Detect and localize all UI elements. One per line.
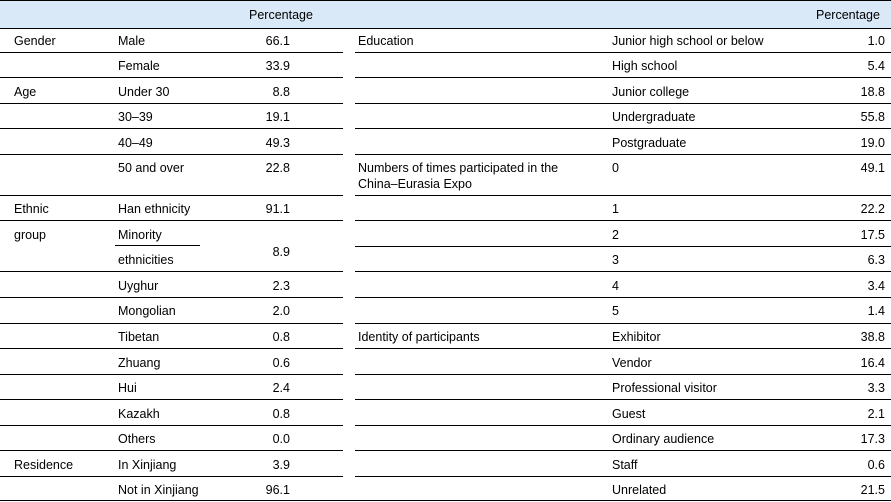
percentage-value: 0.8 [272, 330, 290, 344]
subcategory-label: Guest [612, 407, 646, 421]
subcategory-label: Kazakh [118, 407, 160, 421]
percentage-value: 49.3 [265, 136, 290, 150]
row-rule-left [0, 399, 343, 400]
row-rule-left [0, 220, 343, 221]
subcategory-label: 40–49 [118, 136, 153, 150]
row-rule-left [0, 271, 343, 272]
row-rule-left [0, 128, 343, 129]
percentage-value: 3.9 [272, 458, 290, 472]
subcategory-label: 1 [612, 202, 619, 216]
subcategory-label: Exhibitor [612, 330, 661, 344]
subcategory-label: In Xinjiang [118, 458, 177, 472]
subcategory-label: Zhuang [118, 356, 161, 370]
row-rule-left [0, 154, 343, 155]
percentage-value: 2.1 [867, 407, 885, 421]
percentage-value: 0.8 [272, 407, 290, 421]
percentage-value: 5.4 [867, 59, 885, 73]
row-rule-right [355, 220, 891, 221]
row-rule-left [0, 374, 343, 375]
percentage-value: 2.0 [272, 304, 290, 318]
row-rule-right [355, 103, 891, 104]
subcategory-label: Under 30 [118, 85, 170, 99]
category-label: Numbers of times participated in the [358, 161, 559, 175]
subcategory-label: Staff [612, 458, 638, 472]
subcategory-label: Vendor [612, 356, 652, 370]
subcategory-label: 30–39 [118, 110, 153, 124]
category-label: Education [358, 34, 414, 48]
percentage-value: 55.8 [860, 110, 885, 124]
header-percentage-left: Percentage [249, 8, 313, 22]
subcategory-label: Uyghur [118, 279, 159, 293]
subcategory-label: 5 [612, 304, 619, 318]
percentage-value: 96.1 [265, 483, 290, 497]
row-rule-left [0, 103, 343, 104]
row-rule-left [0, 323, 343, 324]
subcategory-label: Postgraduate [612, 136, 687, 150]
percentage-value: 3.4 [867, 279, 885, 293]
row-rule-right [355, 450, 891, 451]
category-label-cont: China–Eurasia Expo [358, 177, 472, 191]
row-rule-right [355, 425, 891, 426]
subcategory-label: 50 and over [118, 161, 185, 175]
percentage-value: 33.9 [265, 59, 290, 73]
percentage-value: 17.5 [860, 228, 885, 242]
percentage-value: 49.1 [860, 161, 885, 175]
percentage-value: 0.0 [272, 432, 290, 446]
row-rule-right [355, 271, 891, 272]
row-rule-left [0, 52, 343, 53]
percentage-value: 22.2 [860, 202, 885, 216]
row-rule-right [355, 77, 891, 78]
percentage-value: 16.4 [860, 356, 885, 370]
subcategory-label: Junior high school or below [612, 34, 764, 48]
category-label: Residence [14, 458, 74, 472]
row-rule-right [355, 399, 891, 400]
row-rule-right [355, 52, 891, 53]
row-rule-left [0, 425, 343, 426]
row-rule-right [355, 128, 891, 129]
percentage-value: 21.5 [860, 483, 885, 497]
percentage-value: 2.3 [272, 279, 290, 293]
percentage-value: 6.3 [867, 253, 885, 267]
percentage-value: 38.8 [860, 330, 885, 344]
category-label: Gender [14, 34, 56, 48]
subcategory-label: 3 [612, 253, 619, 267]
percentage-value: 22.8 [265, 161, 290, 175]
row-rule-right [355, 195, 891, 196]
subcategory-label: Junior college [612, 85, 690, 99]
row-rule-right [355, 154, 891, 155]
subcategory-label: 0 [612, 161, 619, 175]
percentage-value: 91.1 [265, 202, 290, 216]
percentage-value: 3.3 [867, 381, 885, 395]
category-label: group [14, 228, 46, 242]
percentage-value: 8.8 [272, 85, 290, 99]
subcategory-label: Undergraduate [612, 110, 696, 124]
percentage-value: 17.3 [860, 432, 885, 446]
percentage-value: 19.1 [265, 110, 290, 124]
row-rule-left [0, 195, 343, 196]
subcategory-label: Mongolian [118, 304, 176, 318]
subcategory-label: 2 [612, 228, 619, 242]
category-label: Age [14, 85, 37, 99]
percentage-value: 18.8 [860, 85, 885, 99]
header-bottom-rule [0, 28, 891, 29]
subcategory-label: Minority [118, 228, 162, 242]
subcategory-label: 4 [612, 279, 619, 293]
subcategory-label: Ordinary audience [612, 432, 715, 446]
percentage-value: 0.6 [272, 356, 290, 370]
row-rule-left [0, 476, 343, 477]
minority-rule [115, 245, 200, 246]
row-rule-left [0, 297, 343, 298]
row-rule-right [355, 476, 891, 477]
subcategory-label: Professional visitor [612, 381, 717, 395]
row-rule-right [355, 246, 891, 247]
subcategory-label: Unrelated [612, 483, 667, 497]
row-rule-left [0, 77, 343, 78]
row-rule-right [355, 297, 891, 298]
percentage-value: 19.0 [860, 136, 885, 150]
row-rule-left [0, 450, 343, 451]
table-top-rule [0, 0, 891, 1]
category-label: Ethnic [14, 202, 49, 216]
row-rule-left [0, 348, 343, 349]
subcategory-label: Hui [118, 381, 137, 395]
subcategory-label: High school [612, 59, 678, 73]
percentage-value: 0.6 [867, 458, 885, 472]
subcategory-label: Han ethnicity [118, 202, 191, 216]
table-header [0, 0, 891, 29]
percentage-value: 2.4 [272, 381, 290, 395]
row-rule-right [355, 374, 891, 375]
percentage-value: 8.9 [272, 245, 290, 259]
subcategory-label: ethnicities [118, 253, 174, 267]
table-bottom-rule [0, 500, 891, 501]
subcategory-label: Female [118, 59, 160, 73]
percentage-value: 1.4 [867, 304, 885, 318]
row-rule-right [355, 348, 891, 349]
subcategory-label: Male [118, 34, 146, 48]
subcategory-label: Tibetan [118, 330, 160, 344]
category-label: Identity of participants [358, 330, 480, 344]
row-rule-right [355, 323, 891, 324]
subcategory-label: Not in Xinjiang [118, 483, 199, 497]
percentage-value: 66.1 [265, 34, 290, 48]
subcategory-label: Others [118, 432, 156, 446]
header-percentage-right: Percentage [816, 8, 880, 22]
percentage-value: 1.0 [867, 34, 885, 48]
